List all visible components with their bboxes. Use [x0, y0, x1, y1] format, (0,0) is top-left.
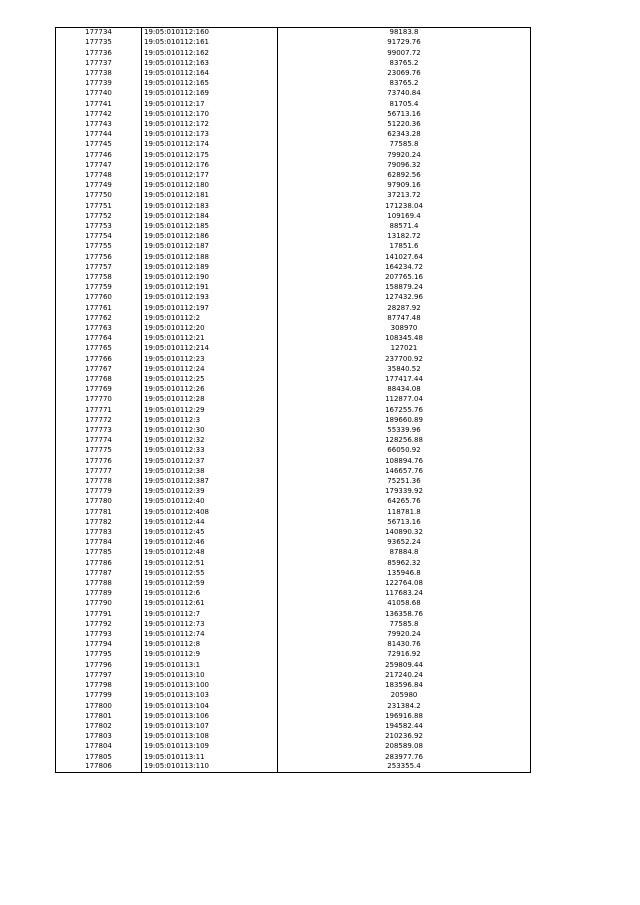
table-body	[56, 28, 531, 773]
cadastral-number-cell: 19:05:010112:33	[142, 446, 278, 456]
value-cell: 77585.8	[278, 619, 531, 629]
row-number-cell: 177795	[56, 650, 142, 660]
row-number-cell: 177743	[56, 119, 142, 129]
table-row	[56, 456, 531, 466]
row-number-cell: 177796	[56, 660, 142, 670]
row-number-cell: 177756	[56, 252, 142, 262]
table-row	[56, 691, 531, 701]
table-row	[56, 201, 531, 211]
row-number-cell: 177735	[56, 38, 142, 48]
row-number-cell: 177750	[56, 191, 142, 201]
cadastral-number-cell: 19:05:010113:10	[142, 670, 278, 680]
row-number-cell: 177769	[56, 385, 142, 395]
cadastral-number-cell: 19:05:010112:189	[142, 262, 278, 272]
value-cell: 167255.76	[278, 405, 531, 415]
table-row	[56, 99, 531, 109]
table-row	[56, 415, 531, 425]
value-cell: 28287.92	[278, 303, 531, 313]
value-cell: 81430.76	[278, 640, 531, 650]
cadastral-number-cell: 19:05:010112:26	[142, 385, 278, 395]
cadastral-number-cell: 19:05:010113:109	[142, 742, 278, 752]
value-cell: 35840.52	[278, 364, 531, 374]
value-cell: 183596.84	[278, 681, 531, 691]
table-row	[56, 68, 531, 78]
cadastral-number-cell: 19:05:010113:100	[142, 681, 278, 691]
table-row	[56, 354, 531, 364]
row-number-cell: 177749	[56, 181, 142, 191]
table-row	[56, 109, 531, 119]
table-row	[56, 323, 531, 333]
table-row	[56, 38, 531, 48]
table-row	[56, 48, 531, 58]
value-cell: 17851.6	[278, 242, 531, 252]
row-number-cell: 177765	[56, 344, 142, 354]
cadastral-number-cell: 19:05:010112:214	[142, 344, 278, 354]
cadastral-number-cell: 19:05:010112:197	[142, 303, 278, 313]
value-cell: 231384.2	[278, 701, 531, 711]
value-cell: 122764.08	[278, 578, 531, 588]
row-number-cell: 177805	[56, 752, 142, 762]
table-row	[56, 140, 531, 150]
table-row	[56, 232, 531, 242]
cadastral-number-cell: 19:05:010112:175	[142, 150, 278, 160]
value-cell: 93652.24	[278, 538, 531, 548]
table-row	[56, 476, 531, 486]
table-row	[56, 89, 531, 99]
value-cell: 253355.4	[278, 762, 531, 772]
cadastral-number-cell: 19:05:010112:44	[142, 517, 278, 527]
value-cell: 73740.84	[278, 89, 531, 99]
row-number-cell: 177751	[56, 201, 142, 211]
value-cell: 136358.76	[278, 609, 531, 619]
table-row	[56, 558, 531, 568]
cadastral-number-cell: 19:05:010112:30	[142, 425, 278, 435]
row-number-cell: 177799	[56, 691, 142, 701]
table-row	[56, 721, 531, 731]
cadastral-number-cell: 19:05:010112:55	[142, 568, 278, 578]
table-row	[56, 58, 531, 68]
value-cell: 189660.89	[278, 415, 531, 425]
row-number-cell: 177804	[56, 742, 142, 752]
value-cell: 88571.4	[278, 221, 531, 231]
table-row	[56, 425, 531, 435]
cadastral-number-cell: 19:05:010112:23	[142, 354, 278, 364]
row-number-cell: 177789	[56, 589, 142, 599]
table-row	[56, 538, 531, 548]
value-cell: 83765.2	[278, 79, 531, 89]
cadastral-number-cell: 19:05:010112:193	[142, 293, 278, 303]
value-cell: 13182.72	[278, 232, 531, 242]
cadastral-number-cell: 19:05:010112:6	[142, 589, 278, 599]
row-number-cell: 177792	[56, 619, 142, 629]
table-row	[56, 303, 531, 313]
row-number-cell: 177798	[56, 681, 142, 691]
row-number-cell: 177788	[56, 578, 142, 588]
table-row	[56, 681, 531, 691]
cadastral-number-cell: 19:05:010112:2	[142, 313, 278, 323]
value-cell: 56713.16	[278, 517, 531, 527]
cadastral-number-cell: 19:05:010112:190	[142, 272, 278, 282]
row-number-cell: 177776	[56, 456, 142, 466]
value-cell: 62343.28	[278, 130, 531, 140]
value-cell: 141027.64	[278, 252, 531, 262]
row-number-cell: 177803	[56, 732, 142, 742]
row-number-cell: 177753	[56, 221, 142, 231]
value-cell: 210236.92	[278, 732, 531, 742]
value-cell: 41058.68	[278, 599, 531, 609]
row-number-cell: 177763	[56, 323, 142, 333]
row-number-cell: 177755	[56, 242, 142, 252]
data-table	[55, 27, 531, 773]
table-row	[56, 211, 531, 221]
row-number-cell: 177758	[56, 272, 142, 282]
row-number-cell: 177787	[56, 568, 142, 578]
cadastral-number-cell: 19:05:010112:48	[142, 548, 278, 558]
table-row	[56, 762, 531, 772]
value-cell: 259809.44	[278, 660, 531, 670]
table-row	[56, 517, 531, 527]
row-number-cell: 177752	[56, 211, 142, 221]
value-cell: 308970	[278, 323, 531, 333]
value-cell: 127021	[278, 344, 531, 354]
cadastral-number-cell: 19:05:010112:180	[142, 181, 278, 191]
cadastral-number-cell: 19:05:010112:162	[142, 48, 278, 58]
value-cell: 87747.48	[278, 313, 531, 323]
value-cell: 164234.72	[278, 262, 531, 272]
row-number-cell: 177777	[56, 466, 142, 476]
row-number-cell: 177781	[56, 507, 142, 517]
value-cell: 205980	[278, 691, 531, 701]
cadastral-number-cell: 19:05:010112:28	[142, 395, 278, 405]
value-cell: 237700.92	[278, 354, 531, 364]
cadastral-number-cell: 19:05:010112:185	[142, 221, 278, 231]
row-number-cell: 177786	[56, 558, 142, 568]
value-cell: 179339.92	[278, 487, 531, 497]
table-row	[56, 527, 531, 537]
value-cell: 72916.92	[278, 650, 531, 660]
row-number-cell: 177785	[56, 548, 142, 558]
row-number-cell: 177802	[56, 721, 142, 731]
row-number-cell: 177772	[56, 415, 142, 425]
value-cell: 135946.8	[278, 568, 531, 578]
table-row	[56, 293, 531, 303]
table-row	[56, 150, 531, 160]
table-row	[56, 599, 531, 609]
cadastral-number-cell: 19:05:010112:174	[142, 140, 278, 150]
value-cell: 56713.16	[278, 109, 531, 119]
cadastral-number-cell: 19:05:010112:176	[142, 160, 278, 170]
table-row	[56, 119, 531, 129]
value-cell: 117683.24	[278, 589, 531, 599]
cadastral-number-cell: 19:05:010112:170	[142, 109, 278, 119]
table-row	[56, 160, 531, 170]
cadastral-number-cell: 19:05:010112:20	[142, 323, 278, 333]
cadastral-number-cell: 19:05:010112:8	[142, 640, 278, 650]
row-number-cell: 177760	[56, 293, 142, 303]
cadastral-number-cell: 19:05:010112:188	[142, 252, 278, 262]
cadastral-number-cell: 19:05:010112:163	[142, 58, 278, 68]
row-number-cell: 177741	[56, 99, 142, 109]
table-row	[56, 170, 531, 180]
cadastral-number-cell: 19:05:010112:59	[142, 578, 278, 588]
table-row	[56, 497, 531, 507]
table-row	[56, 191, 531, 201]
cadastral-number-cell: 19:05:010113:107	[142, 721, 278, 731]
table-row	[56, 446, 531, 456]
value-cell: 146657.76	[278, 466, 531, 476]
value-cell: 177417.44	[278, 374, 531, 384]
value-cell: 97909.16	[278, 181, 531, 191]
value-cell: 55339.96	[278, 425, 531, 435]
cadastral-number-cell: 19:05:010112:61	[142, 599, 278, 609]
value-cell: 207765.16	[278, 272, 531, 282]
row-number-cell: 177801	[56, 711, 142, 721]
table-row	[56, 752, 531, 762]
row-number-cell: 177783	[56, 527, 142, 537]
table-row	[56, 640, 531, 650]
value-cell: 79920.24	[278, 150, 531, 160]
value-cell: 23069.76	[278, 68, 531, 78]
row-number-cell: 177738	[56, 68, 142, 78]
cadastral-number-cell: 19:05:010112:74	[142, 629, 278, 639]
cadastral-number-cell: 19:05:010112:17	[142, 99, 278, 109]
cadastral-number-cell: 19:05:010112:164	[142, 68, 278, 78]
table-row	[56, 742, 531, 752]
table-row	[56, 364, 531, 374]
row-number-cell: 177757	[56, 262, 142, 272]
row-number-cell: 177744	[56, 130, 142, 140]
row-number-cell: 177734	[56, 28, 142, 38]
table-row	[56, 732, 531, 742]
value-cell: 158879.24	[278, 283, 531, 293]
cadastral-number-cell: 19:05:010112:46	[142, 538, 278, 548]
cadastral-number-cell: 19:05:010113:104	[142, 701, 278, 711]
row-number-cell: 177774	[56, 436, 142, 446]
table-row	[56, 334, 531, 344]
row-number-cell: 177739	[56, 79, 142, 89]
table-row	[56, 130, 531, 140]
value-cell: 37213.72	[278, 191, 531, 201]
table-row	[56, 619, 531, 629]
value-cell: 66050.92	[278, 446, 531, 456]
value-cell: 118781.8	[278, 507, 531, 517]
row-number-cell: 177770	[56, 395, 142, 405]
value-cell: 128256.88	[278, 436, 531, 446]
row-number-cell: 177779	[56, 487, 142, 497]
value-cell: 140890.32	[278, 527, 531, 537]
table-row	[56, 487, 531, 497]
cadastral-number-cell: 19:05:010112:21	[142, 334, 278, 344]
cadastral-number-cell: 19:05:010112:177	[142, 170, 278, 180]
row-number-cell: 177800	[56, 701, 142, 711]
value-cell: 91729.76	[278, 38, 531, 48]
row-number-cell: 177737	[56, 58, 142, 68]
row-number-cell: 177746	[56, 150, 142, 160]
value-cell: 108894.76	[278, 456, 531, 466]
value-cell: 98183.8	[278, 28, 531, 38]
row-number-cell: 177754	[56, 232, 142, 242]
cadastral-number-cell: 19:05:010112:172	[142, 119, 278, 129]
table-row	[56, 629, 531, 639]
cadastral-number-cell: 19:05:010113:11	[142, 752, 278, 762]
row-number-cell: 177736	[56, 48, 142, 58]
cadastral-number-cell: 19:05:010112:3	[142, 415, 278, 425]
cadastral-number-cell: 19:05:010112:7	[142, 609, 278, 619]
table-row	[56, 670, 531, 680]
row-number-cell: 177797	[56, 670, 142, 680]
value-cell: 217240.24	[278, 670, 531, 680]
table-row	[56, 344, 531, 354]
row-number-cell: 177764	[56, 334, 142, 344]
cadastral-number-cell: 19:05:010112:169	[142, 89, 278, 99]
table-row	[56, 507, 531, 517]
row-number-cell: 177747	[56, 160, 142, 170]
table-row	[56, 242, 531, 252]
table-row	[56, 568, 531, 578]
cadastral-number-cell: 19:05:010112:73	[142, 619, 278, 629]
cadastral-number-cell: 19:05:010113:108	[142, 732, 278, 742]
cadastral-number-cell: 19:05:010112:9	[142, 650, 278, 660]
value-cell: 81705.4	[278, 99, 531, 109]
cadastral-number-cell: 19:05:010112:181	[142, 191, 278, 201]
row-number-cell: 177790	[56, 599, 142, 609]
row-number-cell: 177766	[56, 354, 142, 364]
cadastral-number-cell: 19:05:010113:110	[142, 762, 278, 772]
value-cell: 85962.32	[278, 558, 531, 568]
cadastral-number-cell: 19:05:010112:40	[142, 497, 278, 507]
cadastral-number-cell: 19:05:010112:161	[142, 38, 278, 48]
table-row	[56, 385, 531, 395]
cadastral-number-cell: 19:05:010112:187	[142, 242, 278, 252]
table-row	[56, 395, 531, 405]
table-row	[56, 589, 531, 599]
table-row	[56, 660, 531, 670]
value-cell: 171238.04	[278, 201, 531, 211]
value-cell: 112877.04	[278, 395, 531, 405]
row-number-cell: 177745	[56, 140, 142, 150]
cadastral-number-cell: 19:05:010112:183	[142, 201, 278, 211]
row-number-cell: 177793	[56, 629, 142, 639]
value-cell: 62892.56	[278, 170, 531, 180]
table-row	[56, 28, 531, 38]
table-row	[56, 374, 531, 384]
table-row	[56, 609, 531, 619]
value-cell: 64265.76	[278, 497, 531, 507]
row-number-cell: 177740	[56, 89, 142, 99]
value-cell: 83765.2	[278, 58, 531, 68]
value-cell: 79920.24	[278, 629, 531, 639]
row-number-cell: 177794	[56, 640, 142, 650]
row-number-cell: 177771	[56, 405, 142, 415]
table-row	[56, 283, 531, 293]
table-row	[56, 466, 531, 476]
table-row	[56, 436, 531, 446]
row-number-cell: 177748	[56, 170, 142, 180]
cadastral-number-cell: 19:05:010112:51	[142, 558, 278, 568]
table-row	[56, 272, 531, 282]
value-cell: 194582.44	[278, 721, 531, 731]
cadastral-number-cell: 19:05:010112:37	[142, 456, 278, 466]
cadastral-number-cell: 19:05:010112:32	[142, 436, 278, 446]
row-number-cell: 177780	[56, 497, 142, 507]
value-cell: 79096.32	[278, 160, 531, 170]
value-cell: 99007.72	[278, 48, 531, 58]
cadastral-number-cell: 19:05:010112:45	[142, 527, 278, 537]
row-number-cell: 177791	[56, 609, 142, 619]
row-number-cell: 177759	[56, 283, 142, 293]
cadastral-number-cell: 19:05:010112:25	[142, 374, 278, 384]
value-cell: 108345.48	[278, 334, 531, 344]
table-row	[56, 313, 531, 323]
table-row	[56, 79, 531, 89]
row-number-cell: 177773	[56, 425, 142, 435]
cadastral-number-cell: 19:05:010113:103	[142, 691, 278, 701]
row-number-cell: 177778	[56, 476, 142, 486]
table-row	[56, 221, 531, 231]
value-cell: 208589.08	[278, 742, 531, 752]
row-number-cell: 177768	[56, 374, 142, 384]
table-row	[56, 711, 531, 721]
cadastral-number-cell: 19:05:010112:184	[142, 211, 278, 221]
cadastral-number-cell: 19:05:010112:173	[142, 130, 278, 140]
table-row	[56, 181, 531, 191]
cadastral-number-cell: 19:05:010113:106	[142, 711, 278, 721]
cadastral-number-cell: 19:05:010112:39	[142, 487, 278, 497]
row-number-cell: 177767	[56, 364, 142, 374]
table-row	[56, 701, 531, 711]
value-cell: 127432.96	[278, 293, 531, 303]
table-row	[56, 405, 531, 415]
table-row	[56, 578, 531, 588]
value-cell: 51220.36	[278, 119, 531, 129]
cadastral-number-cell: 19:05:010112:24	[142, 364, 278, 374]
row-number-cell: 177775	[56, 446, 142, 456]
row-number-cell: 177742	[56, 109, 142, 119]
value-cell: 109169.4	[278, 211, 531, 221]
cadastral-number-cell: 19:05:010112:38	[142, 466, 278, 476]
row-number-cell: 177806	[56, 762, 142, 772]
row-number-cell: 177782	[56, 517, 142, 527]
value-cell: 77585.8	[278, 140, 531, 150]
value-cell: 87884.8	[278, 548, 531, 558]
cadastral-number-cell: 19:05:010112:186	[142, 232, 278, 242]
table-row	[56, 650, 531, 660]
table-row	[56, 262, 531, 272]
value-cell: 283977.76	[278, 752, 531, 762]
cadastral-number-cell: 19:05:010112:408	[142, 507, 278, 517]
cadastral-number-cell: 19:05:010113:1	[142, 660, 278, 670]
value-cell: 196916.88	[278, 711, 531, 721]
cadastral-number-cell: 19:05:010112:29	[142, 405, 278, 415]
table-row	[56, 252, 531, 262]
table-row	[56, 548, 531, 558]
cadastral-number-cell: 19:05:010112:160	[142, 28, 278, 38]
cadastral-number-cell: 19:05:010112:165	[142, 79, 278, 89]
row-number-cell: 177761	[56, 303, 142, 313]
value-cell: 88434.08	[278, 385, 531, 395]
row-number-cell: 177784	[56, 538, 142, 548]
cadastral-number-cell: 19:05:010112:387	[142, 476, 278, 486]
cadastral-number-cell: 19:05:010112:191	[142, 283, 278, 293]
value-cell: 75251.36	[278, 476, 531, 486]
row-number-cell: 177762	[56, 313, 142, 323]
